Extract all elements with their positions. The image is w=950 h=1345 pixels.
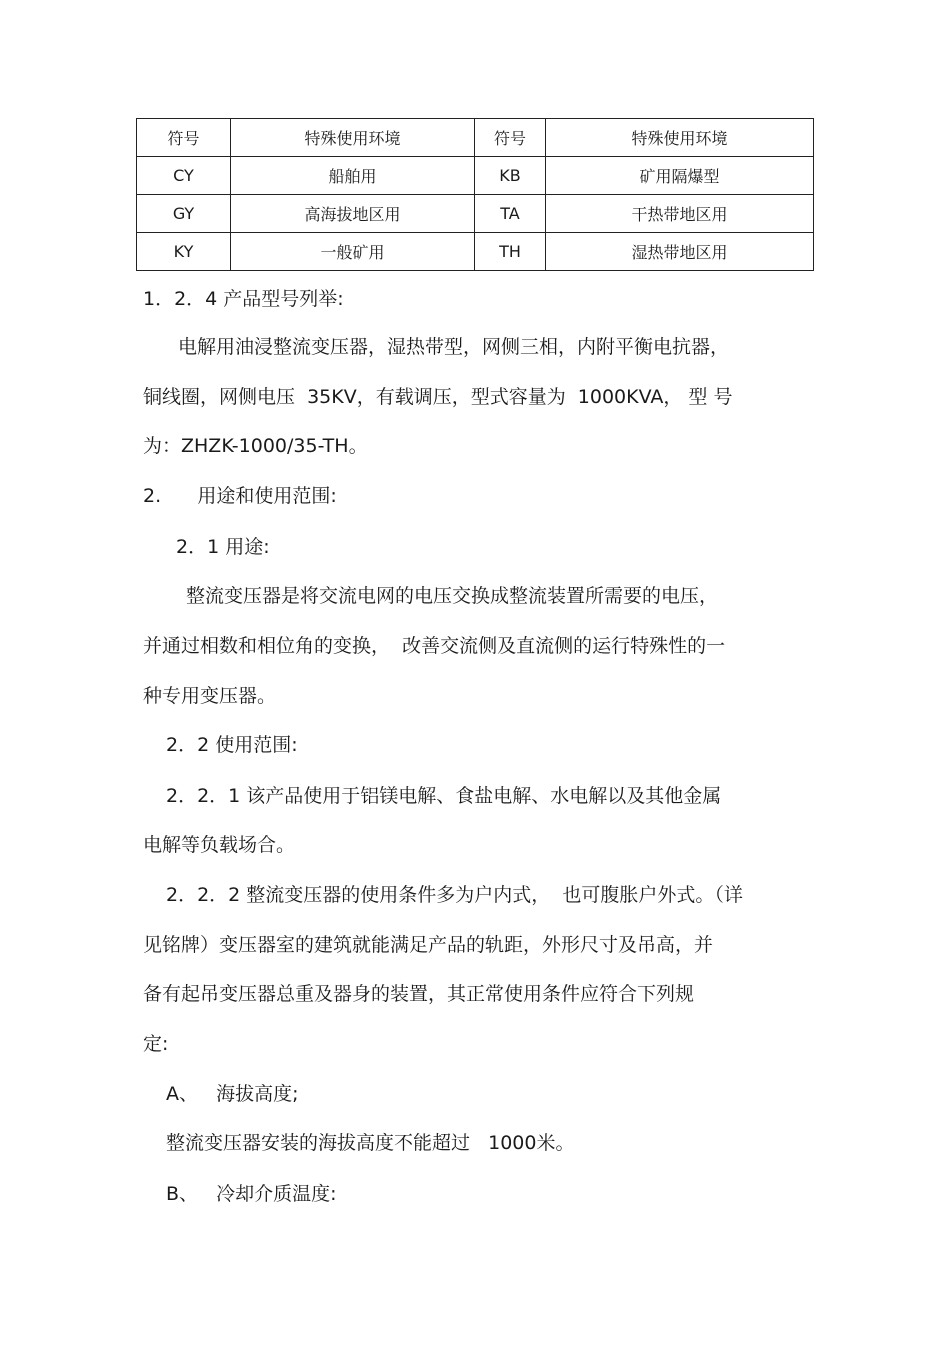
section-heading-1-2-4: 1．2．4 产品型号列举: bbox=[143, 288, 344, 310]
paragraph-line: 整流变压器安装的海拔高度不能超过 1000米。 bbox=[166, 1132, 575, 1154]
paragraph-line: 2．2．1 该产品使用于铝镁电解、食盐电解、水电解以及其他金属 bbox=[166, 785, 722, 807]
list-item-a: A、 海拔高度; bbox=[166, 1083, 299, 1105]
table-cell: KY bbox=[137, 233, 231, 271]
section-heading-2-1: 2．1 用途: bbox=[176, 536, 270, 558]
table-cell: 矿用隔爆型 bbox=[546, 157, 814, 195]
paragraph-line: 为：ZHZK-1000/35-TH。 bbox=[143, 435, 368, 457]
paragraph-line: 并通过相数和相位角的变换， 改善交流侧及直流侧的运行特殊性的一 bbox=[143, 635, 726, 657]
paragraph-line: 整流变压器是将交流电网的电压交换成整流装置所需要的电压， bbox=[186, 585, 719, 607]
section-heading-2-2: 2．2 使用范围: bbox=[166, 734, 298, 756]
table-cell: KB bbox=[475, 157, 546, 195]
table-row bbox=[137, 233, 814, 271]
table-row bbox=[137, 195, 814, 233]
table-header-cell: 符号 bbox=[137, 119, 231, 157]
table-cell: 干热带地区用 bbox=[546, 195, 814, 233]
table-cell: 船舶用 bbox=[231, 157, 475, 195]
table-header-row bbox=[137, 119, 814, 157]
table-cell: 高海拔地区用 bbox=[231, 195, 475, 233]
table-row bbox=[137, 157, 814, 195]
table-header-cell: 特殊使用环境 bbox=[231, 119, 475, 157]
table-header-cell: 特殊使用环境 bbox=[546, 119, 814, 157]
table-cell: TA bbox=[475, 195, 546, 233]
table-cell: TH bbox=[475, 233, 546, 271]
list-item-b: B、 冷却介质温度: bbox=[166, 1183, 337, 1205]
table-cell: CY bbox=[137, 157, 231, 195]
table-cell: 一般矿用 bbox=[231, 233, 475, 271]
table-cell: 湿热带地区用 bbox=[546, 233, 814, 271]
paragraph-line: 备有起吊变压器总重及器身的装置，其正常使用条件应符合下列规 bbox=[143, 983, 695, 1005]
section-heading-2: 2. 用途和使用范围: bbox=[143, 485, 337, 507]
paragraph-line: 电解等负载场合。 bbox=[143, 834, 296, 856]
paragraph-line: 种专用变压器。 bbox=[143, 685, 277, 707]
paragraph-line: 电解用油浸整流变压器，湿热带型，网侧三相，内附平衡电抗器， bbox=[178, 336, 730, 358]
paragraph-line: 2．2．2 整流变压器的使用条件多为户内式， 也可腹胀户外式。（详 bbox=[166, 884, 743, 906]
environment-code-table bbox=[136, 118, 814, 271]
paragraph-line: 铜线圈，网侧电压 35KV，有载调压，型式容量为 1000KVA， 型 号 bbox=[143, 386, 733, 408]
table-cell: GY bbox=[137, 195, 231, 233]
paragraph-line: 见铭牌）变压器室的建筑就能满足产品的轨距，外形尺寸及吊高，并 bbox=[143, 934, 714, 956]
table-header-cell: 符号 bbox=[475, 119, 546, 157]
paragraph-line: 定: bbox=[143, 1033, 169, 1055]
